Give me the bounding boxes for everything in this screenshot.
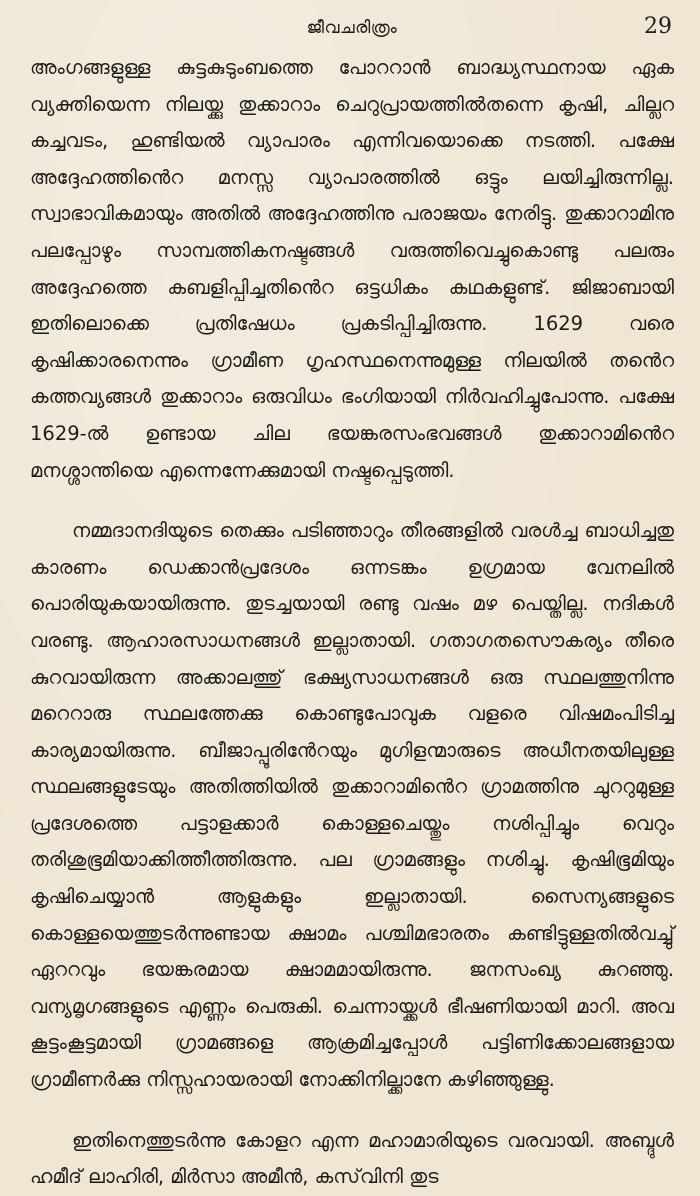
body-text: [30, 50, 674, 1196]
page-number: 29: [644, 14, 672, 39]
paragraph-2: നമ്മദാനദിയുടെ തെക്കും പടിഞ്ഞാറും തീരങ്ങളിൽ വരൾച്ച ബാധിച്ചതു കാരണം ഡെക്കാൻപ്രദേശം ഒന്നടങ്കം ഉഗ്രമായ വേനലിൽ പൊരിയുകയായിരുന്നു. തുടച്ചയായി രണ്ടു വഷം മഴ പെയ്തില്ല. നദികൾ വരണ്ടു. ആഹാരസാധനങ്ങൾ ഇല്ലാതായി. ഗതാഗതസൌകര്യം തീരെ കുറവായിരുന്ന അക്കാലത്തു് ഭക്ഷ്യസാധനങ്ങൾ ഒരു സ്ഥലത്തുനിന്നു മറെറാരു സ്ഥലത്തേക്കു കൊണ്ടുപോവുക വളരെ വിഷമംപിടിച്ച കാര്യമായിരുന്നു. ബീജാപ്പൂരിൻേറയും മുഗിളന്മാരുടെ അധീനതയിലുള്ള സ്ഥലങ്ങളുടേയും അതിത്തിയിൽ തുക്കാറാമിൻെറ ഗ്രാമത്തിനു ചുററുമുള്ള പ്രദേശത്തെ പട്ടാളക്കാർ കൊള്ളചെയ്തും നശിപ്പിച്ചും വെറും തരിശുഭൂമിയാക്കിത്തീത്തിരുന്നു. പല ഗ്രാമങ്ങളും നശിച്ചു. കൃഷിഭൂമിയും കൃഷിചെയ്യാൻ ആളുകളും ഇല്ലാതായി. സൈന്യങ്ങളുടെ കൊള്ളയെത്തുടർന്നുണ്ടായ ക്ഷാമം പശ്ചിമഭാരതം കണ്ടിട്ടുള്ളതിൽവച്ചു് ഏററവും ഭയങ്കരമായ ക്ഷാമമായിരുന്നു. ജനസംഖ്യ കുറഞ്ഞു. വന്യമൃഗങ്ങളുടെ എണ്ണം പെരുകി. ചെന്നായ്ക്കൾ ഭീഷണിയായി മാറി. അവ കൂട്ടംകൂട്ടമായി ഗ്രാമങ്ങളെ ആക്രമിച്ചപ്പോൾ പട്ടിണിക്കോലങ്ങളായ ഗ്രാമീണർക്കു നിസ്സഹായരായി നോക്കിനില്ക്കാനേ കഴിഞ്ഞുള്ളു.: [30, 519, 674, 1092]
paragraph-1: അംഗങ്ങളുള്ള കുട്ടകുടുംബത്തെ പോററാൻ ബാദ്ധ്യസ്ഥനായ ഏക വ്യക്തിയെന്ന നിലയ്ക്കു തുക്കാറാം ചെറുപ്രായത്തിൽതന്നെ കൃഷി, ചില്ലറ കച്ചവടം, ഹുണ്ടിയൽ വ്യാപാരം എന്നിവയൊക്കെ നടത്തി. പക്ഷേ അദ്ദേഹത്തിൻെറ മനസ്സ വ്യാപാരത്തിൽ ഒട്ടും ലയിച്ചിരുന്നില്ല. സ്വാഭാവികമായും അതിൽ അദ്ദേഹത്തിനു പരാജയം നേരിട്ടു. തുക്കാറാമിനു പലപ്പോഴും സാമ്പത്തികനഷ്ടങ്ങൾ വരുത്തിവെച്ചുകൊണ്ടു പലരും അദ്ദേഹത്തെ കബളിപ്പിച്ചതിൻെറ ഒട്ടധികം കഥകളുണ്ട്. ജിജാബായി ഇതിലൊക്കെ പ്രതിഷേധം പ്രകടിപ്പിച്ചിരുന്നു. 1629 വരെ കൃഷിക്കാരനെന്നും ഗ്രാമീണ ഗൃഹസ്ഥനെന്നുമുള്ള നിലയിൽ തൻെറ കത്തവ്യങ്ങൾ തുക്കാറാം ഒരുവിധം ഭംഗിയായി നിർവഹിച്ചുപോന്നു. പക്ഷേ 1629-ൽ ഉണ്ടായ ചില ഭയങ്കരസംഭവങ്ങൾ തുക്കാറാമിൻെറ മനശ്ശാന്തിയെ എന്നെന്നേക്കുമായി നഷ്ടപ്പെടുത്തി.: [30, 56, 674, 482]
running-title: ജീവചരിത്രം: [306, 18, 398, 38]
page-header: [30, 14, 674, 50]
paragraph-3: ഇതിനെത്തുടർന്നു കോളറ എന്ന മഹാമാരിയുടെ വരവായി. അബ്ദുൾ ഹമീദ് ലാഹിരി, മിർസാ അമീൻ, കസ്‌വിനി തുട: [30, 1128, 674, 1189]
